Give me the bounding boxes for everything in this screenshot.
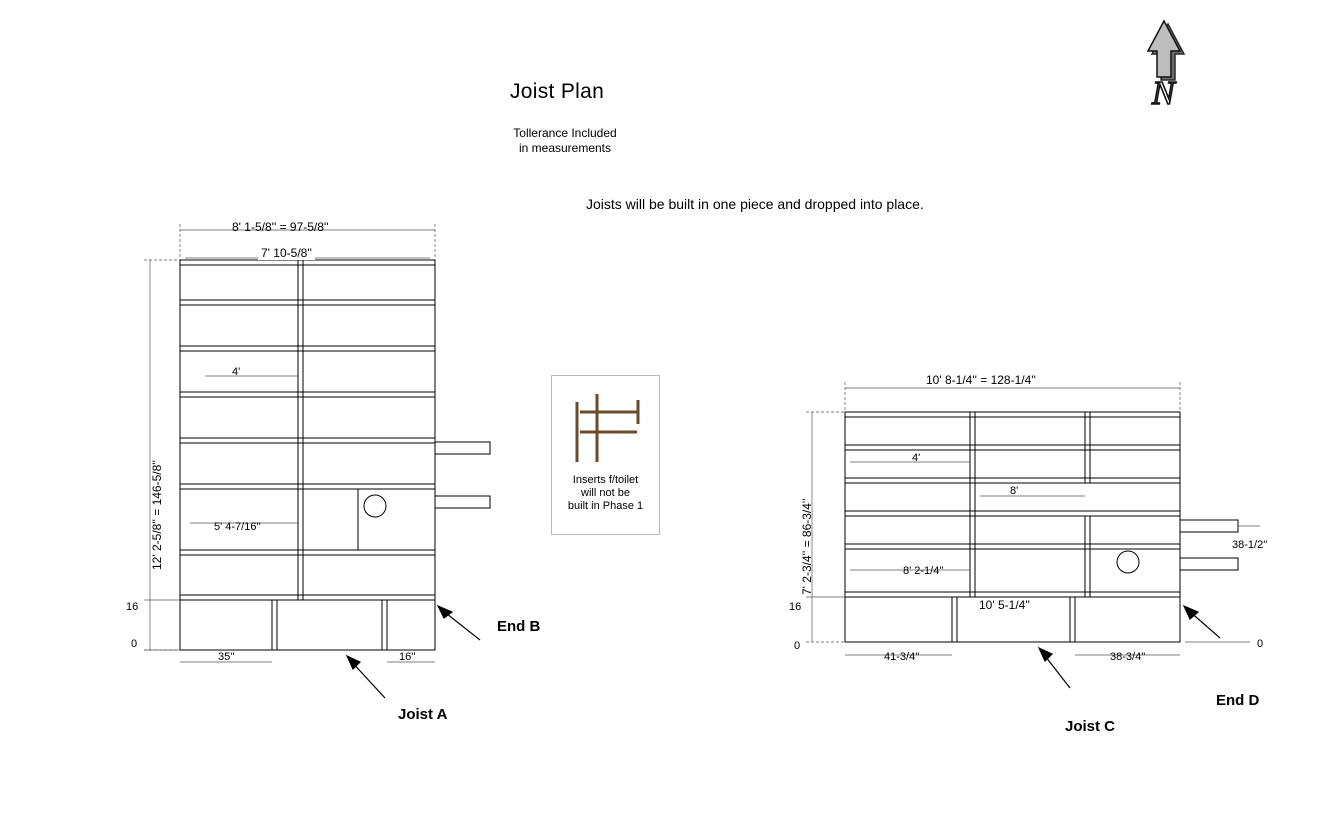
right-interior-4ft-dim: 4' <box>912 452 921 464</box>
left-interior-5ft-dim: 5' 4-7/16'' <box>214 521 261 533</box>
joist-c-drawing <box>780 370 1300 710</box>
joist-c-label: Joist C <box>1065 718 1116 735</box>
right-baseline-0-right: 0 <box>1257 638 1264 650</box>
left-bottom-left-dim: 35'' <box>218 651 235 663</box>
right-offset-dim: 38-1/2'' <box>1232 539 1268 551</box>
page-title: Joist Plan <box>510 80 605 103</box>
right-bottom-right-dim: 38-3/4'' <box>1110 651 1146 663</box>
left-bottom-right-dim: 16'' <box>399 651 416 663</box>
right-top-overall-dim: 10' 8-1/4'' = 128-1/4'' <box>926 373 1036 387</box>
end-d-label: End D <box>1216 692 1260 709</box>
left-interior-4ft-dim: 4' <box>232 366 241 378</box>
inset-line-2: will not be <box>581 487 630 499</box>
right-overall-height-dim: 7' 2-3/4'' = 86-3/4'' <box>800 498 814 595</box>
subtitle-line-2: in measurements <box>518 141 612 155</box>
left-baseline-16: 16 <box>126 601 139 613</box>
north-arrow-icon <box>1128 18 1208 108</box>
toilet-insert-inset <box>551 375 660 535</box>
right-interior-8ft2-dim: 8' 2-1/4'' <box>903 565 944 577</box>
right-baseline-0-left: 0 <box>794 640 801 652</box>
right-interior-8ft-dim: 8' <box>1010 485 1019 497</box>
left-baseline-0: 0 <box>131 638 138 650</box>
subtitle-line-1: Tollerance Included <box>513 126 617 140</box>
end-b-label: End B <box>497 618 541 635</box>
left-overall-height-dim: 12' 2-5/8'' = 146-5/8'' <box>150 460 164 570</box>
north-letter: N <box>1152 75 1175 108</box>
build-note: Joists will be built in one piece and dropped into place. <box>586 196 924 212</box>
joist-a-label: Joist A <box>398 706 448 723</box>
joist-a-drawing <box>120 210 540 730</box>
right-bottom-left-dim: 41-3/4'' <box>884 651 920 663</box>
inset-line-3: built in Phase 1 <box>567 500 644 512</box>
left-top-inner-dim: 7' 10-5/8'' <box>258 246 315 260</box>
right-baseline-16: 16 <box>789 601 802 613</box>
inset-line-1: Inserts f/toilet <box>572 474 639 486</box>
left-top-overall-dim: 8' 1-5/8'' = 97-5/8'' <box>232 220 329 234</box>
right-interior-10ft-dim: 10' 5-1/4'' <box>979 598 1030 612</box>
